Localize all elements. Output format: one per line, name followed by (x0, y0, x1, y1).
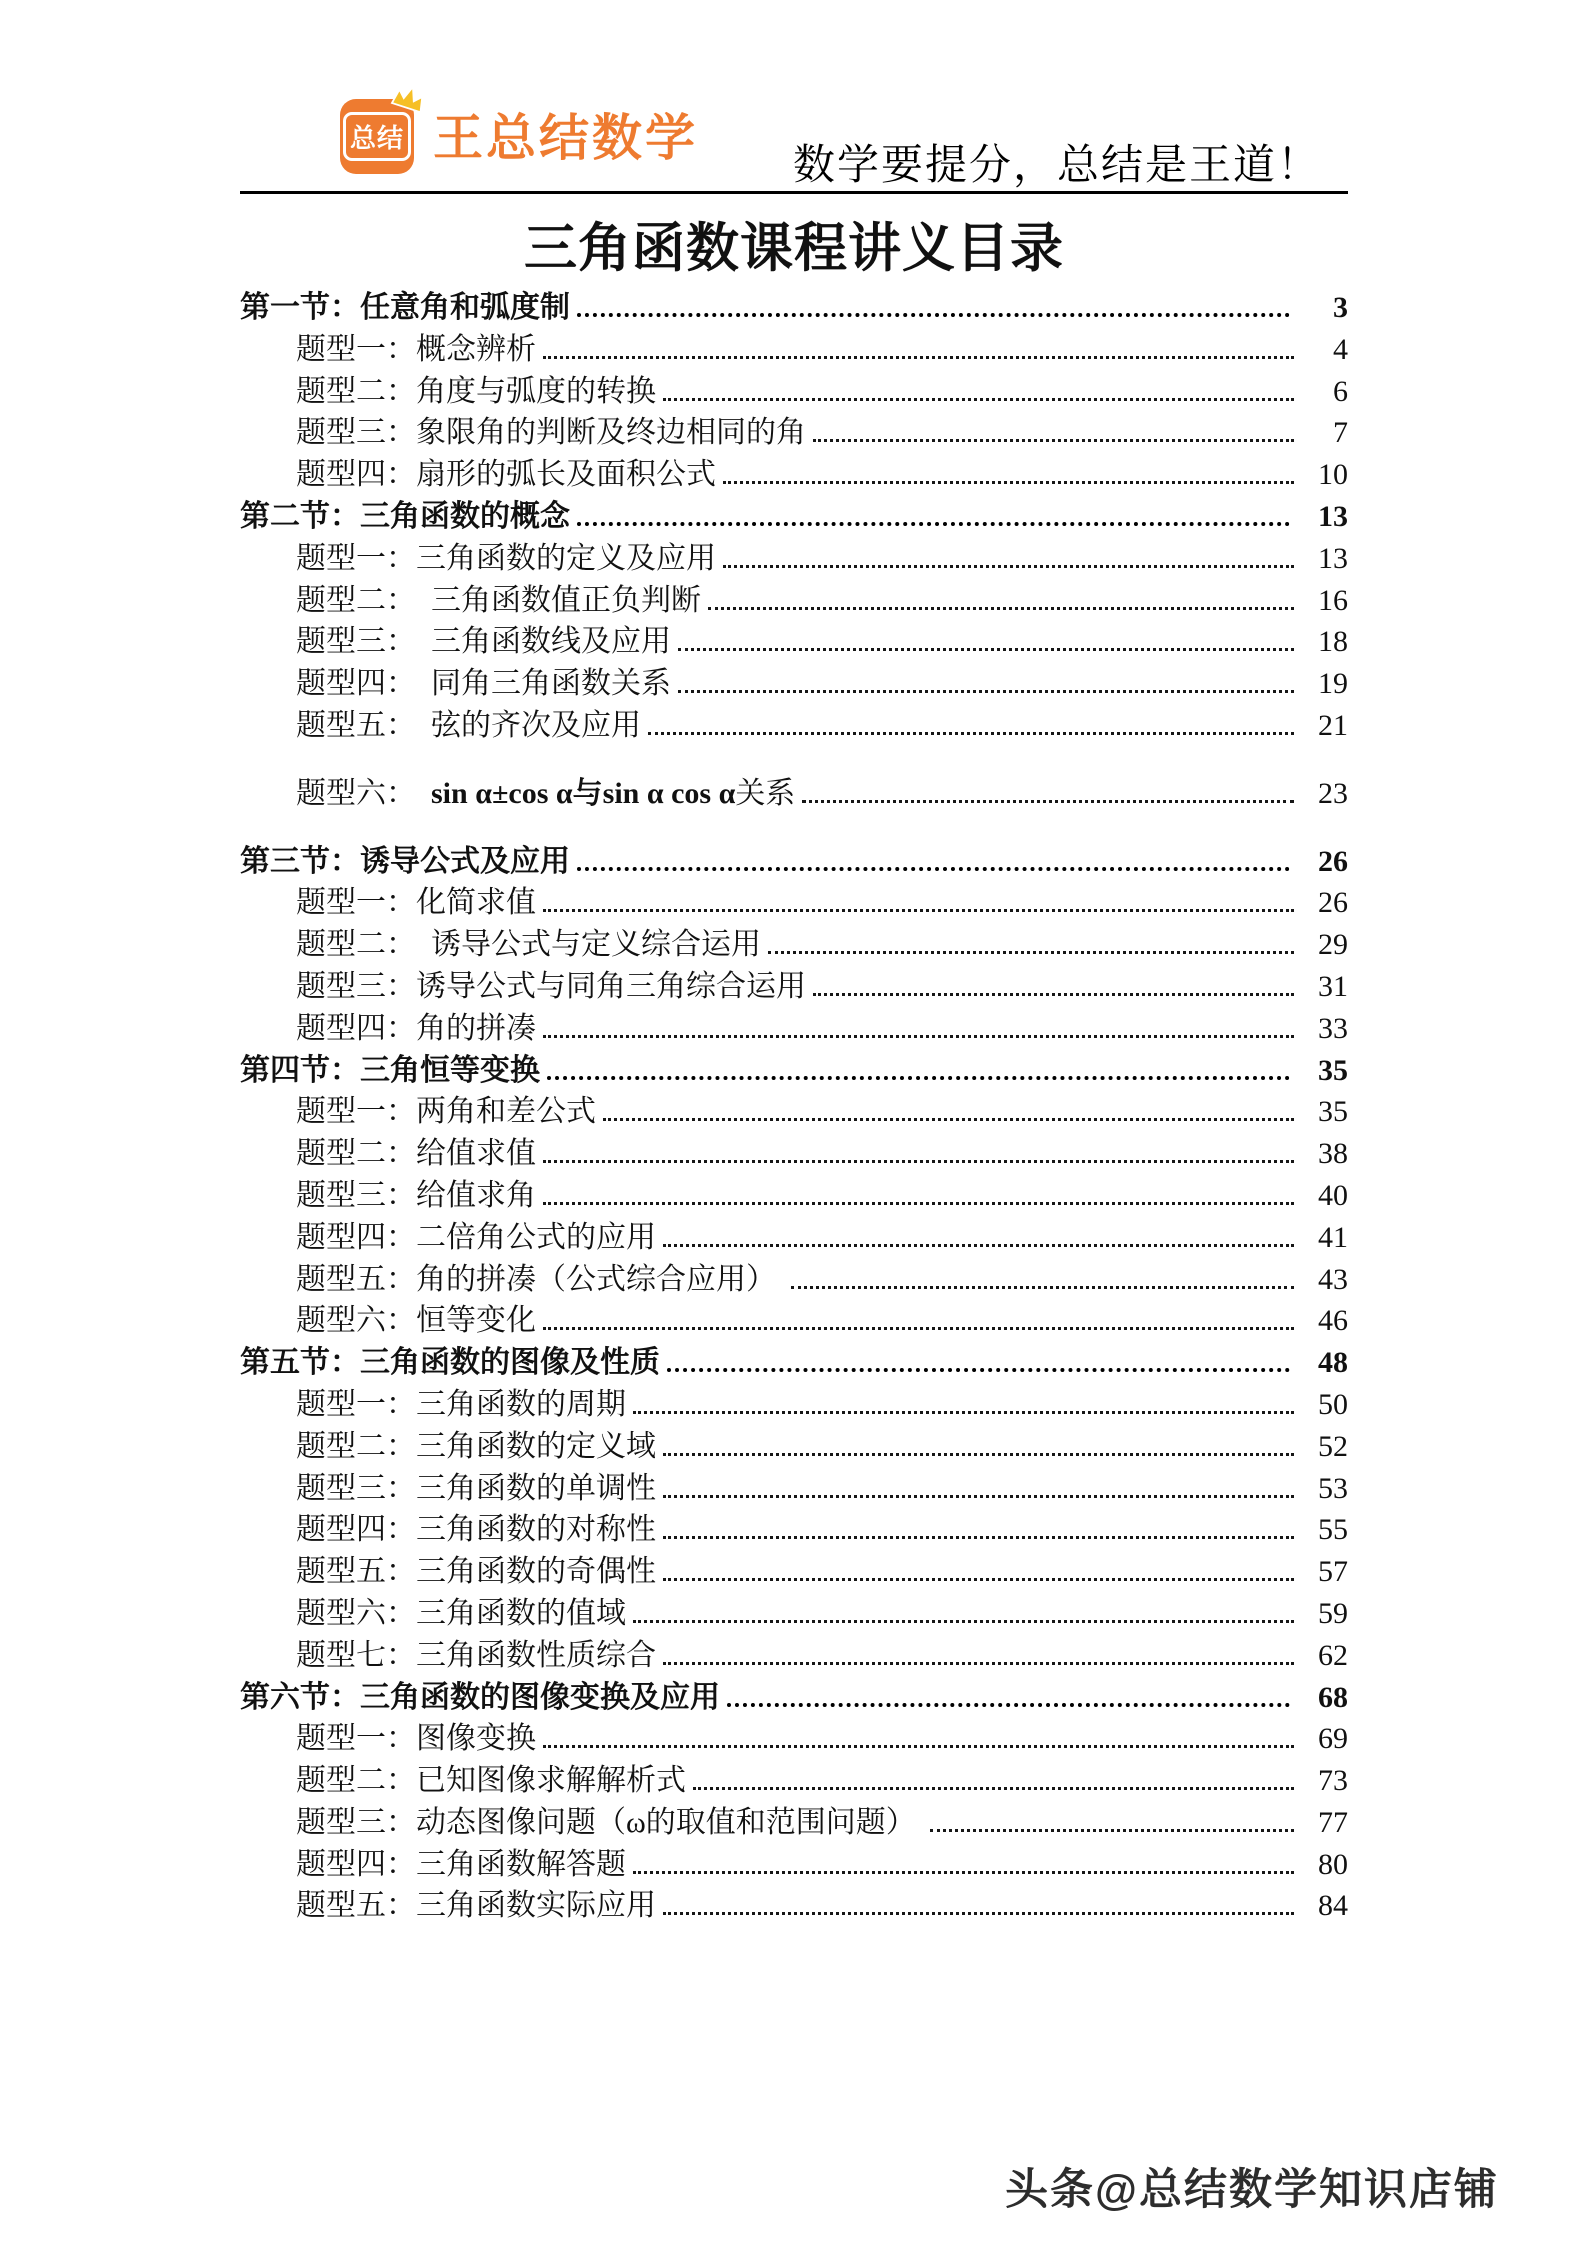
toc-entry (240, 1588, 1348, 1630)
toc-page-number: 68 (1318, 1680, 1348, 1714)
toc-entry (240, 366, 1348, 408)
toc-page-number: 46 (1318, 1304, 1348, 1338)
dot-leader (708, 607, 1294, 610)
toc-entry (240, 1839, 1348, 1881)
dot-leader (603, 1118, 1294, 1121)
toc-entry-label: 题型四：扇形的弧长及面积公式 (296, 458, 716, 492)
toc-entry (240, 1713, 1348, 1755)
toc-entry (240, 1630, 1348, 1672)
toc-entry (240, 877, 1348, 919)
toc-entry-label: 题型三：象限角的判断及终边相同的角 (296, 416, 806, 450)
toc-entry-label: 题型一：三角函数的周期 (296, 1387, 626, 1421)
toc-entry-label: 题型一：两角和差公式 (296, 1095, 596, 1129)
dot-leader (543, 1745, 1294, 1748)
toc-entry (240, 1128, 1348, 1170)
toc-page-number: 29 (1318, 928, 1348, 962)
dot-leader (633, 1411, 1294, 1414)
toc-page-number: 33 (1318, 1011, 1348, 1045)
dot-leader (648, 732, 1294, 735)
dot-leader (577, 867, 1290, 871)
toc-page-number: 41 (1318, 1220, 1348, 1254)
toc (240, 282, 1348, 1922)
dot-leader (678, 690, 1294, 693)
dot-leader (723, 565, 1294, 568)
toc-entry-label-segment: sin α cos α (602, 776, 736, 810)
toc-entry-label: 题型六：三角函数的值域 (296, 1596, 626, 1630)
dot-leader (577, 522, 1290, 526)
toc-entry-label: 题型二：三角函数的定义域 (296, 1429, 656, 1463)
dot-leader (663, 1495, 1294, 1498)
toc-entry-label: 第四节：三角恒等变换 (240, 1053, 540, 1087)
toc-entry (240, 919, 1348, 961)
toc-entry (240, 1045, 1348, 1087)
toc-entry-label: 第二节：三角函数的概念 (240, 499, 570, 533)
toc-entry-label: 题型四：二倍角公式的应用 (296, 1220, 656, 1254)
toc-page-number: 23 (1318, 776, 1348, 810)
toc-page-number: 10 (1318, 458, 1348, 492)
toc-entry-label: 题型二：给值求值 (296, 1137, 536, 1171)
toc-entry-label: 题型七：三角函数性质综合 (296, 1638, 656, 1672)
toc-page-number: 80 (1318, 1847, 1348, 1881)
toc-page-number: 13 (1318, 499, 1348, 533)
toc-entry (240, 1086, 1348, 1128)
toc-page-number: 59 (1318, 1596, 1348, 1630)
toc-entry-label: 题型四：角的拼凑 (296, 1011, 536, 1045)
toc-entry (240, 1003, 1348, 1045)
toc-entry-label: 题型五：三角函数的奇偶性 (296, 1555, 656, 1589)
toc-page-number: 16 (1318, 583, 1348, 617)
toc-entry-label: 题型二： 三角函数值正负判断 (296, 583, 701, 617)
toc-entry-label-segment: sin α±cos α (431, 776, 573, 810)
toc-entry (240, 1546, 1348, 1588)
dot-leader (543, 1202, 1294, 1205)
dot-leader (667, 1368, 1290, 1372)
dot-leader (663, 1453, 1294, 1456)
dot-leader (727, 1703, 1290, 1707)
dot-leader (663, 1662, 1294, 1665)
toc-entry (240, 449, 1348, 491)
toc-page-number: 31 (1318, 969, 1348, 1003)
dot-leader (768, 951, 1294, 954)
toc-page-number: 4 (1333, 332, 1348, 366)
dot-leader (723, 481, 1294, 484)
toc-entry (240, 1463, 1348, 1505)
dot-leader (543, 1160, 1294, 1163)
dot-leader (543, 356, 1294, 359)
toc-page-number: 21 (1318, 708, 1348, 742)
dot-leader (663, 1536, 1294, 1539)
dot-leader (802, 800, 1294, 803)
toc-page-number: 43 (1318, 1262, 1348, 1296)
toc-entry-label: 题型五：三角函数实际应用 (296, 1889, 656, 1923)
toc-entry-label: 题型六：恒等变化 (296, 1304, 536, 1338)
toc-entry (240, 1672, 1348, 1714)
toc-page-number: 77 (1318, 1805, 1348, 1839)
toc-page-number: 18 (1318, 625, 1348, 659)
toc-entry (240, 533, 1348, 575)
dot-leader (543, 909, 1294, 912)
toc-entry-label: 第五节：三角函数的图像及性质 (240, 1346, 660, 1380)
toc-entry-label: 题型四：三角函数解答题 (296, 1847, 626, 1881)
toc-entry-label: 题型二： 诱导公式与定义综合运用 (296, 928, 761, 962)
toc-entry-label: 第三节：诱导公式及应用 (240, 844, 570, 878)
toc-page-number: 3 (1333, 291, 1348, 324)
toc-entry (240, 658, 1348, 700)
dot-leader (791, 1286, 1295, 1289)
dot-leader (543, 1327, 1294, 1330)
toc-page-number: 26 (1318, 886, 1348, 920)
toc-page-number: 13 (1318, 541, 1348, 575)
toc-entry (240, 324, 1348, 366)
dot-leader (813, 439, 1294, 442)
toc-page-number: 55 (1318, 1513, 1348, 1547)
dot-leader (663, 1578, 1294, 1581)
toc-entry (240, 491, 1348, 533)
dot-leader (678, 648, 1294, 651)
toc-page-number: 38 (1318, 1137, 1348, 1171)
toc-entry-label: 题型一：化简求值 (296, 886, 536, 920)
toc-entry-label: 题型三：给值求角 (296, 1178, 536, 1212)
toc-page-number: 62 (1318, 1638, 1348, 1672)
dot-leader (930, 1829, 1294, 1832)
toc-entry-label: 题型三： 三角函数线及应用 (296, 625, 671, 659)
toc-entry-label: 题型五：角的拼凑（公式综合应用） (296, 1262, 784, 1296)
page-title: 三角函数课程讲义目录 (524, 220, 1064, 278)
toc-entry-label: 题型二：角度与弧度的转换 (296, 374, 656, 408)
dot-leader (543, 1035, 1294, 1038)
dot-leader (547, 1076, 1290, 1080)
toc-entry-label-segment: 关系 (735, 776, 796, 810)
toc-entry (240, 1295, 1348, 1337)
dot-leader (813, 993, 1294, 996)
toc-entry-label: 题型二：已知图像求解解析式 (296, 1764, 686, 1798)
toc-entry (240, 700, 1348, 742)
dot-leader (633, 1871, 1294, 1874)
toc-page-number: 40 (1318, 1178, 1348, 1212)
toc-entry-label: 第六节：三角函数的图像变换及应用 (240, 1680, 720, 1714)
toc-entry (240, 768, 1348, 810)
toc-entry (240, 1337, 1348, 1379)
toc-entry (240, 961, 1348, 1003)
toc-entry (240, 1880, 1348, 1922)
toc-entry-label-segment: 题型六： (296, 776, 431, 810)
dot-leader (577, 313, 1290, 317)
toc-entry (240, 1504, 1348, 1546)
toc-entry-label: 题型一：图像变换 (296, 1722, 536, 1756)
brand-tagline: 数学要提分，总结是王道！ (793, 143, 1322, 189)
toc-entry (240, 282, 1348, 324)
header-divider-line (240, 191, 1348, 194)
toc-entry (240, 1421, 1348, 1463)
toc-entry (240, 575, 1348, 617)
toc-entry-label: 题型三：三角函数的单调性 (296, 1471, 656, 1505)
toc-page-number: 6 (1333, 374, 1348, 408)
dot-leader (693, 1787, 1294, 1790)
toc-entry-label: 题型三：诱导公式与同角三角综合运用 (296, 969, 806, 1003)
toc-page-number: 19 (1318, 667, 1348, 701)
toc-entry-label: 第一节：任意角和弧度制 (240, 291, 570, 324)
toc-page-number: 26 (1318, 844, 1348, 878)
toc-entry-label-segment: 与 (572, 776, 603, 810)
dot-leader (663, 1912, 1294, 1915)
toc-entry (240, 1170, 1348, 1212)
toc-entry-label: 题型三：动态图像问题（ω的取值和范围问题） (296, 1805, 924, 1839)
dot-leader (663, 1244, 1294, 1247)
toc-entry (240, 1212, 1348, 1254)
toc-page-number: 7 (1333, 416, 1348, 450)
toc-page-number: 48 (1318, 1346, 1348, 1380)
toc-page-number: 35 (1318, 1095, 1348, 1129)
toc-entry (240, 1379, 1348, 1421)
toc-page-number: 57 (1318, 1555, 1348, 1589)
toc-page-number: 73 (1318, 1764, 1348, 1798)
brand-name: 王总结数学 (433, 110, 698, 166)
watermark-text: 头条@总结数学知识店铺 (1005, 2166, 1499, 2214)
toc-entry (240, 1254, 1348, 1296)
toc-page-number: 84 (1318, 1889, 1348, 1923)
toc-page-number: 69 (1318, 1722, 1348, 1756)
toc-entry-label: 题型一：三角函数的定义及应用 (296, 541, 716, 575)
toc-entry (240, 1755, 1348, 1797)
toc-page-number: 53 (1318, 1471, 1348, 1505)
toc-entry-label: 题型一：概念辨析 (296, 332, 536, 366)
dot-leader (663, 398, 1294, 401)
toc-page-number: 52 (1318, 1429, 1348, 1463)
toc-entry (240, 407, 1348, 449)
toc-entry-label: 题型五： 弦的齐次及应用 (296, 708, 641, 742)
toc-entry (240, 1797, 1348, 1839)
toc-entry (240, 836, 1348, 878)
toc-entry-label: 题型四：三角函数的对称性 (296, 1513, 656, 1547)
toc-page-number: 50 (1318, 1387, 1348, 1421)
brand-logo (340, 99, 414, 174)
toc-page-number: 35 (1318, 1053, 1348, 1087)
toc-entry-label: 题型四： 同角三角函数关系 (296, 667, 671, 701)
toc-entry (240, 616, 1348, 658)
dot-leader (633, 1620, 1294, 1623)
brand-logo-text: 总结 (343, 112, 411, 161)
